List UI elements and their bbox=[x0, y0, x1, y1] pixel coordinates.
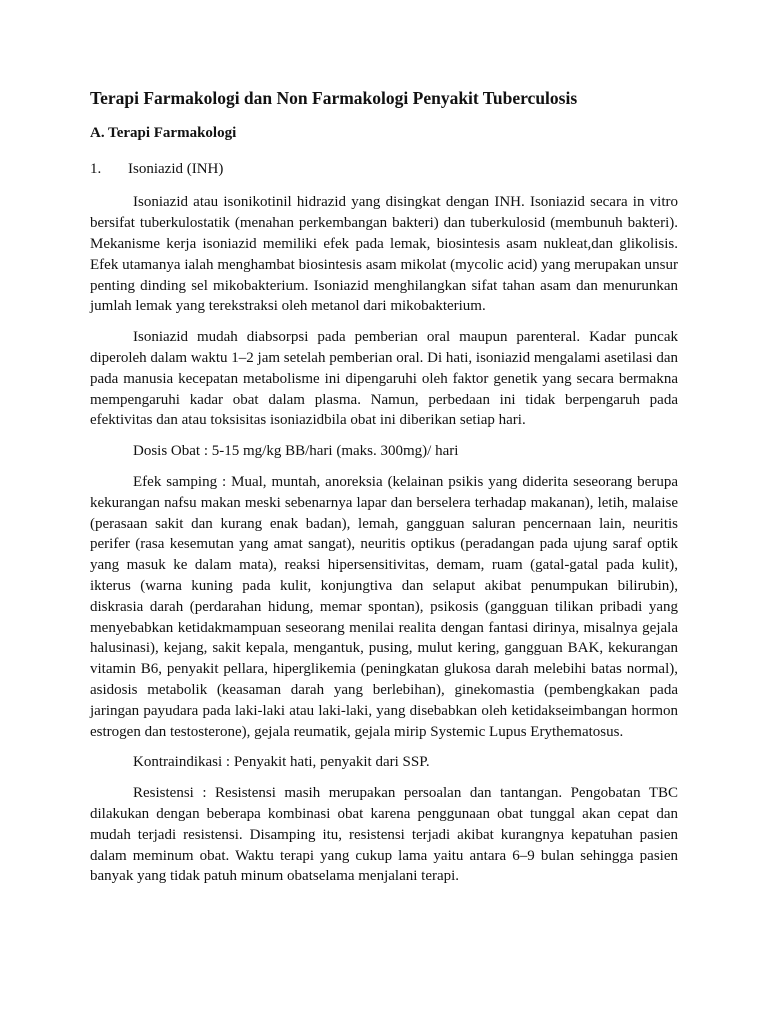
paragraph-dosage: Dosis Obat : 5-15 mg/kg BB/hari (maks. 300mg)/ hari bbox=[133, 443, 459, 460]
paragraph-contraindications: Kontraindikasi : Penyakit hati, penyakit dari SSP. bbox=[133, 754, 430, 771]
paragraph-absorption: Isoniazid mudah diabsorpsi pada pemberian oral maupun parenteral. Kadar puncak diperoleh dalam waktu 1–2 jam setelah pemberian oral. Di hati, isoniazid mengalami asetilasi dan pada manusia kecepatan metabolisme ini dipengaruhi oleh faktor genetik yang secara bermakna mempengaruhi kadar obat dalam plasma. Namun, perbedaan ini tidak berpengaruh pada efektivitas dan atau toksisitas isoniazidbila obat ini diberikan setiap hari. bbox=[90, 329, 678, 429]
paragraph-side-effects: Efek samping : Mual, muntah, anoreksia (kelainan psikis yang diderita seseorang berupa kekurangan nafsu makan meski sebenarnya lapar dan berselera terhadap makanan), letih, malaise (perasaan sakit dan kurang enak badan), lemah, gangguan saluran pencernaan lain, neuritis perifer (rasa kesemutan yang amat sangat), neuritis optikus (peradangan pada ujung saraf optik yang masuk ke dalam mata), reaksi hipersensitivitas, demam, ruam (gatal-gatal pada kulit), ikterus (warna kuning pada kulit, konjungtiva dan selaput akibat penumpukan bilirubin), diskrasia darah (perdarahan hidung, memar spontan), psikosis (gangguan tilikan pribadi yang menyebabkan ketidakmampuan seseorang menilai realita dengan fantasi dirinya, misalnya gejala halusinasi), kejang, sakit kepala, mengantuk, pusing, mulut kering, gangguan BAK, kekurangan vitamin B6, penyakit pellara, hiperglikemia (peningkatan glukosa darah melebihi batas normal), asidosis metabolik (keasaman darah yang berlebihan), ginekomastia (pembengkakan pada jaringan payudara pada laki-laki atau laki-laki, yang disebabkan oleh ketidakseimbangan hormon estrogen dan testosterone), gejala reumatik, gejala mirip Systemic Lupus Erythematosus. bbox=[90, 473, 678, 740]
paragraph-resistance: Resistensi : Resistensi masih merupakan persoalan dan tantangan. Pengobatan TBC dilakukan dengan beberapa kombinasi obat karena penggunaan obat tunggal akan cepat dan mudah terjadi resistensi. Disamping itu, resistensi terjadi akibat kurangnya kepatuhan pasien dalam meminum obat. Waktu terapi yang cukup lama yaitu antara 6–9 bulan sehingga pasien banyak yang tidak patuh minum obatselama menjalani terapi. bbox=[90, 785, 678, 885]
list-item-label: Isoniazid (INH) bbox=[128, 160, 224, 177]
document-page bbox=[90, 88, 678, 897]
section-heading: A. Terapi Farmakologi bbox=[90, 124, 237, 141]
paragraph-description: Isoniazid atau isonikotinil hidrazid yang disingkat dengan INH. Isoniazid secara in vitro bersifat tuberkulostatik (menahan perkembangan bakteri) dan tuberkulosid (membunuh bakteri). Mekanisme kerja isoniazid memiliki efek pada lemak, biosintesis asam nukleat,dan glikolisis. Efek utamanya ialah menghambat biosintesis asam mikolat (mycolic acid) yang merupakan unsur penting dinding sel mikobakterium. Isoniazid menghilangkan sifat tahan asam dan menurunkan jumlah lemak yang terekstraksi oleh metanol dari mikobakterium. bbox=[90, 194, 678, 315]
numbered-list-item bbox=[90, 159, 678, 180]
document-title: Terapi Farmakologi dan Non Farmakologi Penyakit Tuberculosis bbox=[90, 88, 578, 108]
list-number: 1. bbox=[90, 160, 102, 177]
